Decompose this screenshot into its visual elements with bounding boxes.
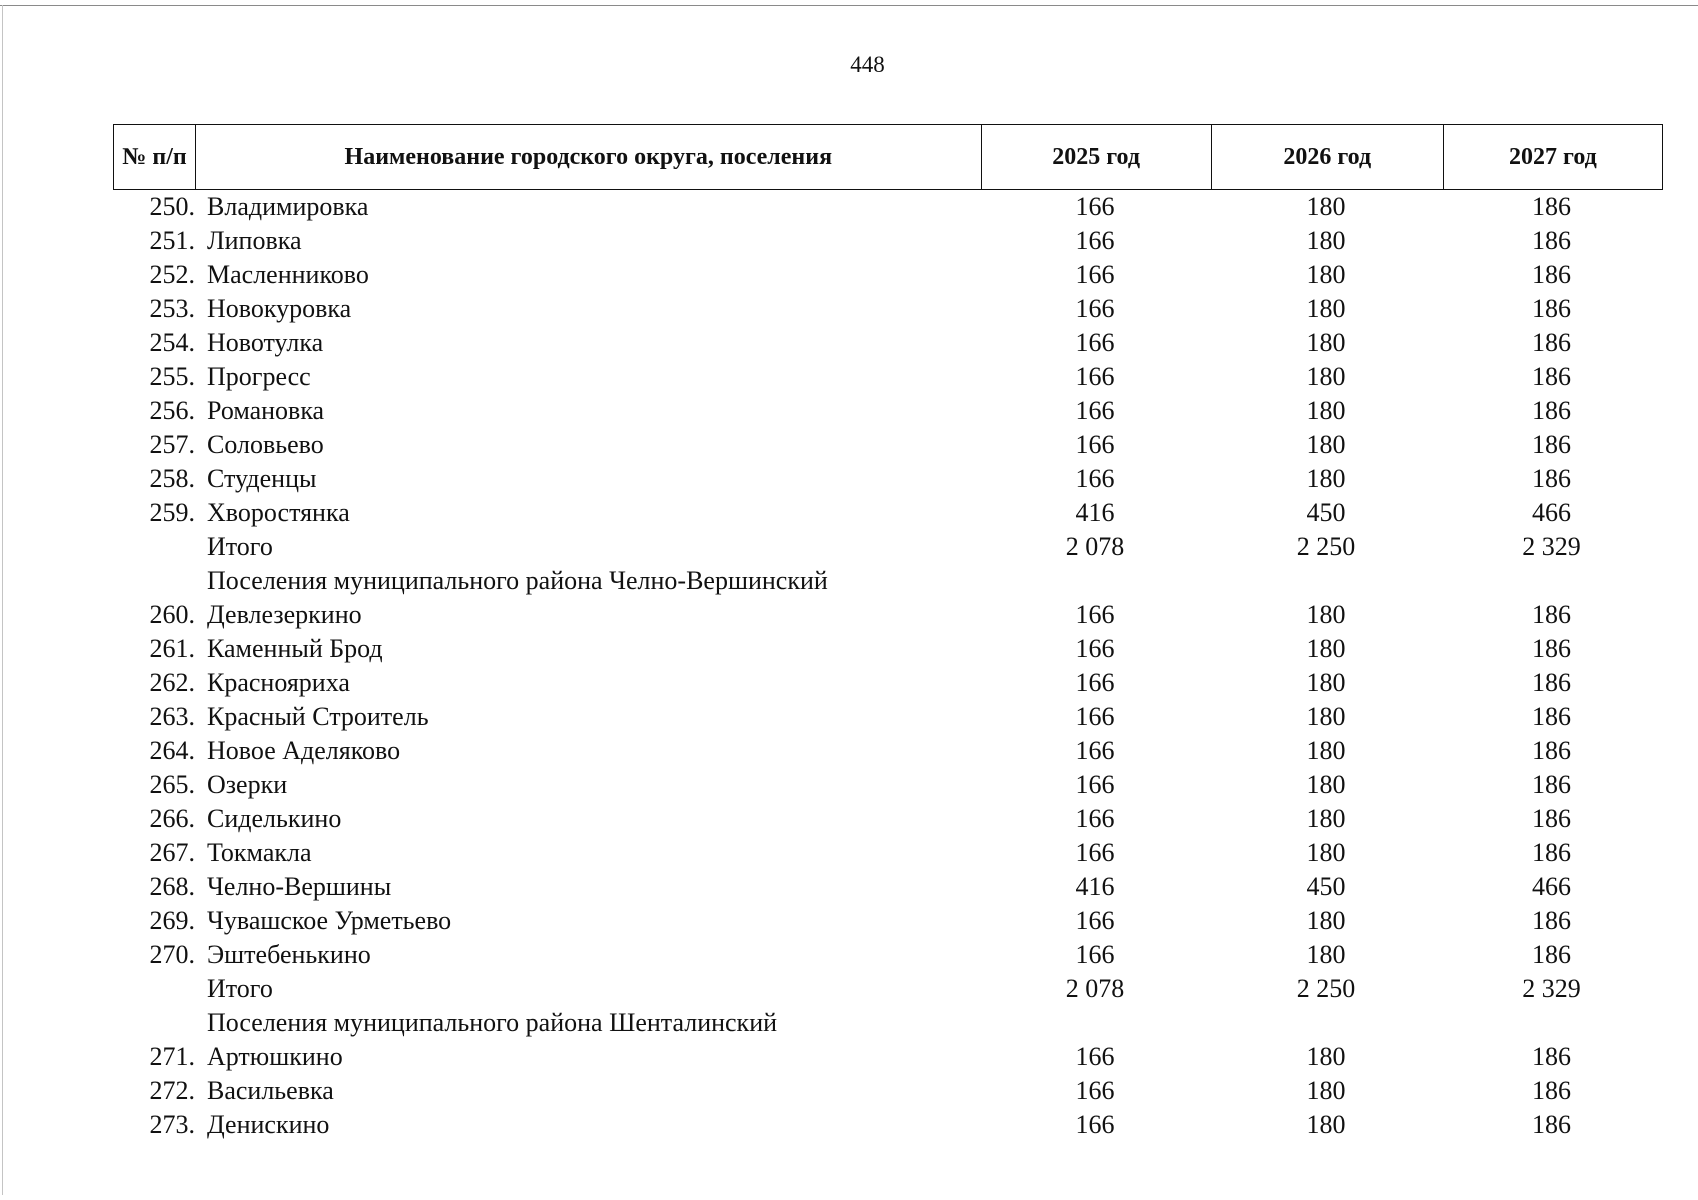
table-row	[113, 870, 1663, 904]
settlement-name: Новокуровка	[207, 294, 352, 323]
value-2026: 450	[1306, 872, 1346, 901]
value-2025: 166	[1075, 906, 1115, 935]
section-heading-row	[113, 564, 1663, 598]
row-number: 270.	[149, 940, 195, 969]
total-row	[113, 972, 1663, 1006]
row-number: 266.	[149, 804, 195, 833]
settlement-name: Каменный Брод	[207, 634, 383, 663]
value-2027: 186	[1532, 260, 1571, 289]
table-row	[113, 1074, 1663, 1108]
value-2025: 416	[1075, 872, 1115, 901]
value-2025: 166	[1075, 600, 1115, 629]
settlement-name: Токмакла	[207, 838, 312, 867]
value-2025: 166	[1075, 396, 1115, 425]
value-2027: 2 329	[1522, 532, 1581, 561]
value-2027: 2 329	[1522, 974, 1581, 1003]
table-row	[113, 496, 1663, 530]
value-2026: 180	[1306, 260, 1346, 289]
settlement-name: Денискино	[207, 1110, 330, 1139]
row-number: 269.	[149, 906, 195, 935]
row-number: 251.	[149, 226, 195, 255]
table-row	[113, 190, 1663, 224]
table-row	[113, 292, 1663, 326]
value-2027: 186	[1532, 906, 1571, 935]
value-2026: 180	[1306, 804, 1346, 833]
value-2027: 186	[1532, 668, 1571, 697]
settlement-name: Чувашское Урметьево	[207, 906, 452, 935]
value-2027: 186	[1532, 600, 1571, 629]
value-2027: 186	[1532, 396, 1571, 425]
value-2025: 2 078	[1065, 532, 1125, 561]
row-number: 262.	[149, 668, 195, 697]
row-number: 253.	[149, 294, 195, 323]
table-row	[113, 428, 1663, 462]
value-2027: 186	[1532, 736, 1571, 765]
settlement-name: Новое Аделяково	[207, 736, 401, 765]
value-2025: 166	[1075, 260, 1115, 289]
value-2027: 186	[1532, 940, 1571, 969]
value-2026: 180	[1306, 838, 1346, 867]
value-2026: 180	[1306, 328, 1346, 357]
header-2025: 2025 год	[981, 125, 1211, 190]
header-name: Наименование городского округа, поселения	[196, 125, 982, 190]
value-2027: 466	[1532, 872, 1571, 901]
value-2025: 166	[1075, 702, 1115, 731]
table-row	[113, 258, 1663, 292]
settlement-name: Романовка	[207, 396, 325, 425]
value-2027: 186	[1532, 226, 1571, 255]
value-2027: 466	[1532, 498, 1571, 527]
settlement-name: Васильевка	[207, 1076, 334, 1105]
settlement-name: Итого	[207, 532, 273, 561]
value-2027: 186	[1532, 1042, 1571, 1071]
value-2026: 180	[1306, 294, 1346, 323]
value-2026: 180	[1306, 600, 1346, 629]
row-number: 257.	[149, 430, 195, 459]
value-2027: 186	[1532, 634, 1571, 663]
value-2025: 416	[1075, 498, 1115, 527]
settlement-name: Соловьево	[207, 430, 324, 459]
row-number: 252.	[149, 260, 195, 289]
table-row	[113, 224, 1663, 258]
row-number: 273.	[149, 1110, 195, 1139]
value-2025: 166	[1075, 940, 1115, 969]
scan-top-edge	[0, 5, 1698, 6]
value-2027: 186	[1532, 838, 1571, 867]
value-2026: 180	[1306, 192, 1346, 221]
row-number: 259.	[149, 498, 195, 527]
value-2026: 180	[1306, 736, 1346, 765]
value-2025: 166	[1075, 226, 1115, 255]
table-row	[113, 1040, 1663, 1074]
settlement-name: Эштебенькино	[207, 940, 371, 969]
row-number: 255.	[149, 362, 195, 391]
table-row	[113, 836, 1663, 870]
section-heading: Поселения муниципального района Челно-Вершинский	[207, 566, 828, 595]
row-number: 267.	[149, 838, 195, 867]
value-2027: 186	[1532, 362, 1571, 391]
value-2027: 186	[1532, 464, 1571, 493]
value-2025: 166	[1075, 430, 1115, 459]
value-2026: 180	[1306, 226, 1346, 255]
value-2027: 186	[1532, 804, 1571, 833]
table-row	[113, 598, 1663, 632]
value-2025: 166	[1075, 736, 1115, 765]
table-row	[113, 938, 1663, 972]
settlement-name: Владимировка	[207, 192, 369, 221]
value-2025: 166	[1075, 1042, 1115, 1071]
table-row	[113, 462, 1663, 496]
value-2026: 180	[1306, 668, 1346, 697]
value-2025: 166	[1075, 328, 1115, 357]
table-row	[113, 632, 1663, 666]
settlement-name: Красный Строитель	[207, 702, 429, 731]
settlement-name: Краснояриха	[207, 668, 350, 697]
value-2025: 166	[1075, 1076, 1115, 1105]
row-number: 265.	[149, 770, 195, 799]
value-2025: 166	[1075, 464, 1115, 493]
value-2026: 180	[1306, 1110, 1346, 1139]
settlement-name: Девлезеркино	[207, 600, 362, 629]
settlement-name: Липовка	[207, 226, 302, 255]
table-row	[113, 360, 1663, 394]
value-2027: 186	[1532, 770, 1571, 799]
row-number: 264.	[149, 736, 195, 765]
settlement-name: Итого	[207, 974, 273, 1003]
settlement-name: Новотулка	[207, 328, 324, 357]
value-2027: 186	[1532, 1076, 1571, 1105]
settlement-name: Масленниково	[207, 260, 369, 289]
value-2026: 180	[1306, 1076, 1346, 1105]
header-2026: 2026 год	[1211, 125, 1443, 190]
value-2027: 186	[1532, 702, 1571, 731]
value-2025: 166	[1075, 294, 1115, 323]
table-row	[113, 394, 1663, 428]
row-number: 254.	[149, 328, 195, 357]
value-2025: 166	[1075, 668, 1115, 697]
table-row	[113, 904, 1663, 938]
table-row	[113, 768, 1663, 802]
section-heading: Поселения муниципального района Шенталинский	[207, 1008, 778, 1037]
row-number: 272.	[149, 1076, 195, 1105]
value-2026: 180	[1306, 1042, 1346, 1071]
row-number: 271.	[149, 1042, 195, 1071]
value-2026: 180	[1306, 940, 1346, 969]
value-2025: 2 078	[1065, 974, 1125, 1003]
settlement-name: Студенцы	[207, 464, 317, 493]
row-number: 258.	[149, 464, 195, 493]
settlement-name: Сиделькино	[207, 804, 342, 833]
total-row	[113, 530, 1663, 564]
row-number: 263.	[149, 702, 195, 731]
row-number: 250.	[149, 192, 195, 221]
row-number: 260.	[149, 600, 195, 629]
settlement-name: Хворостянка	[207, 498, 350, 527]
value-2027: 186	[1532, 1110, 1571, 1139]
value-2025: 166	[1075, 804, 1115, 833]
table-row	[113, 666, 1663, 700]
table-header	[113, 124, 1663, 190]
value-2025: 166	[1075, 362, 1115, 391]
value-2027: 186	[1532, 430, 1571, 459]
value-2025: 166	[1075, 838, 1115, 867]
value-2027: 186	[1532, 294, 1571, 323]
table-row	[113, 700, 1663, 734]
page-number: 448	[850, 52, 885, 77]
value-2026: 180	[1306, 430, 1346, 459]
table-row	[113, 326, 1663, 360]
value-2026: 180	[1306, 396, 1346, 425]
value-2026: 450	[1306, 498, 1346, 527]
value-2026: 2 250	[1296, 532, 1356, 561]
header-num: № п/п	[114, 125, 196, 190]
value-2025: 166	[1075, 192, 1115, 221]
value-2026: 180	[1306, 770, 1346, 799]
settlement-name: Прогресс	[207, 362, 311, 391]
table-body	[113, 190, 1663, 1142]
value-2026: 180	[1306, 906, 1346, 935]
scan-left-edge	[2, 5, 3, 1195]
value-2026: 180	[1306, 362, 1346, 391]
value-2025: 166	[1075, 634, 1115, 663]
value-2027: 186	[1532, 192, 1571, 221]
value-2026: 180	[1306, 702, 1346, 731]
settlement-name: Озерки	[207, 770, 288, 799]
row-number: 261.	[149, 634, 195, 663]
value-2027: 186	[1532, 328, 1571, 357]
table-row	[113, 1108, 1663, 1142]
value-2025: 166	[1075, 1110, 1115, 1139]
settlement-name: Челно-Вершины	[207, 872, 392, 901]
table-row	[113, 802, 1663, 836]
settlement-name: Артюшкино	[207, 1042, 343, 1071]
table-row	[113, 734, 1663, 768]
header-2027: 2027 год	[1443, 125, 1662, 190]
value-2025: 166	[1075, 770, 1115, 799]
value-2026: 180	[1306, 464, 1346, 493]
row-number: 268.	[149, 872, 195, 901]
header-row	[114, 125, 1663, 190]
value-2026: 2 250	[1296, 974, 1356, 1003]
row-number: 256.	[149, 396, 195, 425]
value-2026: 180	[1306, 634, 1346, 663]
section-heading-row	[113, 1006, 1663, 1040]
